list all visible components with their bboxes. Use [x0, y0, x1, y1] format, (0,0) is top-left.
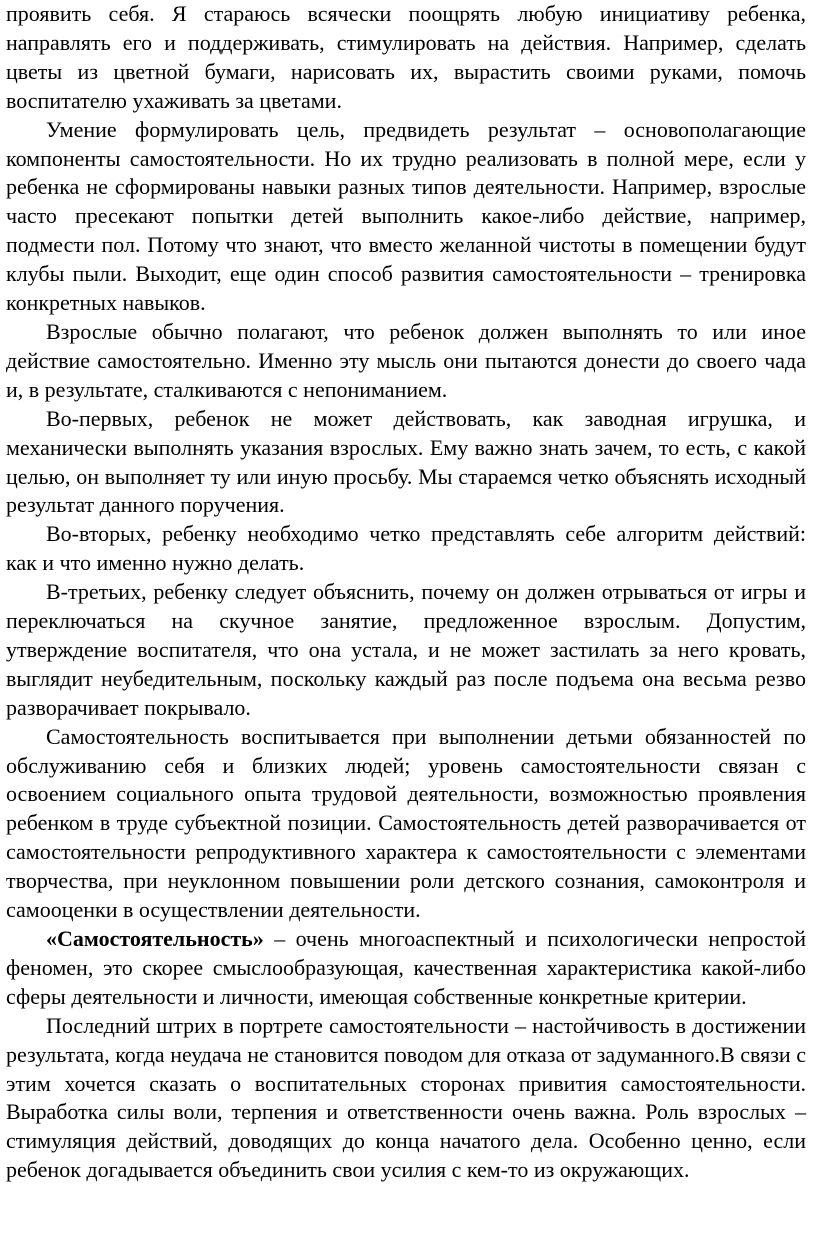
paragraph-3 [6, 318, 806, 405]
paragraph-4-text: Во-первых, ребенок не может действовать, как заводная игрушка, и механически выполнять указания взрослых. Ему важно знать зачем, то есть, с какой целью, он выполняет ту или иную просьбу. Мы стараемся четко объяснять исходный результат данного поручения. [6, 405, 806, 518]
paragraph-4 [6, 405, 806, 521]
paragraph-9 [6, 1012, 806, 1185]
paragraph-1 [6, 0, 806, 116]
paragraph-7-text: Самостоятельность воспитывается при выполнении детьми обязанностей по обслуживанию себя и близких людей; уровень самостоятельности связан с освоением социального опыта трудовой деятельности, возможностью проявления ребенком в труде субъектной позиции. Самостоятельность детей разворачивается от самостоятельности репродуктивного характера к самостоятельности с элементами творчества, при неуклонном повышении роли детского сознания, самоконтроля и самооценки в осуществлении деятельности. [6, 723, 806, 923]
paragraph-7 [6, 723, 806, 925]
paragraph-5-text: Во-вторых, ребенку необходимо четко представлять себе алгоритм действий: как и что именно нужно делать. [6, 521, 806, 576]
paragraph-6 [6, 578, 806, 723]
paragraph-2 [6, 116, 806, 318]
paragraph-8-text: – очень многоаспектный и психологически непростой феномен, это скорее смыслообразующая, качественная характеристика какой-либо сферы деятельности и личности, имеющая собственные конкретные критерии. [6, 926, 806, 1009]
paragraph-3-text: Взрослые обычно полагают, что ребенок должен выполнять то или иное действие самостоятельно. Именно эту мысль они пытаются донести до своего чада и, в результате, сталкиваются с непониманием. [6, 318, 806, 402]
paragraph-1-text: проявить себя. Я стараюсь всячески поощрять любую инициативу ребенка, направлять его и поддерживать, стимулировать на действия. Например, сделать цветы из цветной бумаги, нарисовать их, вырастить своими руками, помочь воспитателю ухаживать за цветами. [6, 1, 806, 113]
paragraph-6-text: В-третьих, ребенку следует объяснить, почему он должен отрываться от игры и переключаться на скучное занятие, предложенное взрослым. Допустим, утверждение воспитателя, что она устала, и не может застилать за него кровать, выглядит неубедительным, поскольку каждый раз после подъема она весьма резво разворачивает покрывало. [6, 579, 806, 720]
document-page [6, 0, 806, 1185]
paragraph-9-text: Последний штрих в портрете самостоятельности – настойчивость в достижении результата, когда неудача не становится поводом для отказа от задуманного.В связи с этим хочется сказать о воспитательных сторонах привития самостоятельности. Выработка силы воли, терпения и ответственности очень важна. Роль взрослых – стимуляция действий, доводящих до конца начатого дела. Особенно ценно, если ребенок догадывается объединить свои усилия с кем-то из окружающих. [6, 1012, 806, 1183]
paragraph-2-text: Умение формулировать цель, предвидеть результат – основополагающие компоненты самостоятельности. Но их трудно реализовать в полной мере, если у ребенка не сформированы навыки разных типов деятельности. Например, взрослые часто пресекают попытки детей выполнить какое-либо действие, например, подмести пол. Потому что знают, что вместо желанной чистоты в помещении будут клубы пыли. Выходит, еще один способ развития самостоятельности – тренировка конкретных навыков. [6, 116, 806, 316]
term-samostoyatelnost: «Самостоятельность» [46, 926, 264, 951]
paragraph-5 [6, 520, 806, 578]
paragraph-8 [6, 925, 806, 1012]
